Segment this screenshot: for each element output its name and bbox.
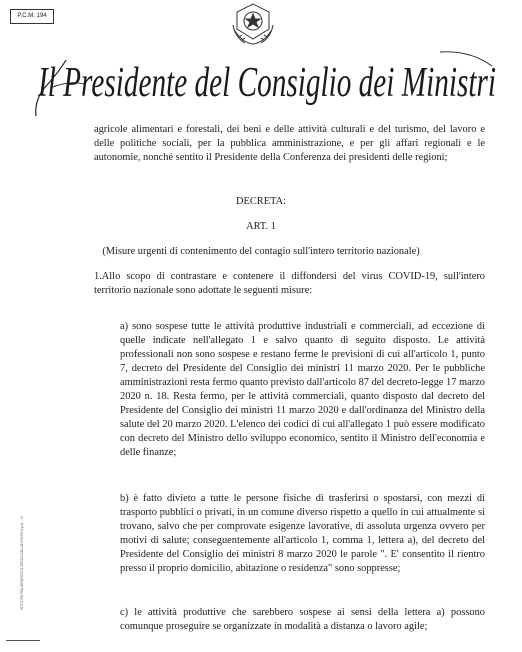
list-item-b: b) è fatto divieto a tutte le persone fisiche di trasferirsi o spostarsi, con mezzi di trasporto pubblici o privati, in un comune diverso rispetto a quello in cui attualmente si trovano, salvo che per comprovate esigenze lavorative, di assoluta urgenza ovvero per motivi di salute; conseguentemente all'articolo 1, comma 1, lettera a), del decreto del Presidente del Consiglio dei ministri 8 marzo 2020 le parole ". E' consentito il rientro presso il proprio domicilio, abitazione o residenza" sono soppresse; (120, 493, 485, 574)
article-subtitle: (Misure urgenti di contenimento del contagio sull'intero territorio nazionale) (102, 246, 420, 257)
document-stamp: P.C.M. 194 (10, 9, 54, 24)
list-item-a: a) sono sospese tutte le attività produttive industriali e commerciali, ad eccezione di quelle indicate nell'allegato 1 e salvo quanto di seguito disposto. Le attività professionali non sono sospese e restano ferme le previsioni di cui all'articolo 1, punto 7, decreto del Presidente del Consiglio dei ministri 11 marzo 2020. Per le pubbliche amministrazioni resta fermo quanto previsto dall'articolo 87 del decreto-legge 17 marzo 2020 n. 18. Resta fermo, per le attività commerciali, quanto disposto dal decreto del Presidente del Consiglio dei ministri 11 marzo 2020 e dall'ordinanza del Ministro della salute del 20 marzo 2020. L'elenco dei codici di cui all'allegato 1 può essere modificato con decreto del Ministro dello sviluppo economico, sentito il Ministro dell'economia e delle finanze; (120, 321, 485, 458)
list-item-c: c) le attività produttive che sarebbero sospese ai sensi della lettera a) possono comunque proseguire se organizzate in modalità a distanza o lavoro agile; (120, 607, 485, 632)
decreta-heading: DECRETA: (236, 196, 286, 207)
margin-rule (6, 640, 40, 641)
paragraph-1: 1.Allo scopo di contrastare e contenere il diffondersi del virus COVID-19, sull'intero territorio nazionale sono adottate le seguenti misure: (94, 271, 485, 296)
side-note-text: ISTITUTO POLIGRAFICO E ZECCA DELLO STATO S.p.A. - S. (20, 515, 24, 610)
italian-emblem-icon (229, 1, 277, 47)
heading-text: Il Presidente del Consiglio dei Ministri (37, 60, 497, 106)
article-number: ART. 1 (246, 221, 276, 232)
side-note (14, 470, 22, 610)
document-heading (30, 44, 500, 119)
intro-paragraph: agricole alimentari e forestali, dei beni e delle attività culturali e del turismo, del lavoro e delle politiche sociali, per la pubblica amministrazione, e per gli affari regionali e le autonomie, nonché sentito il Presidente della Conferenza dei presidenti delle regioni; (94, 124, 485, 163)
heading-script-flourish (30, 44, 500, 119)
